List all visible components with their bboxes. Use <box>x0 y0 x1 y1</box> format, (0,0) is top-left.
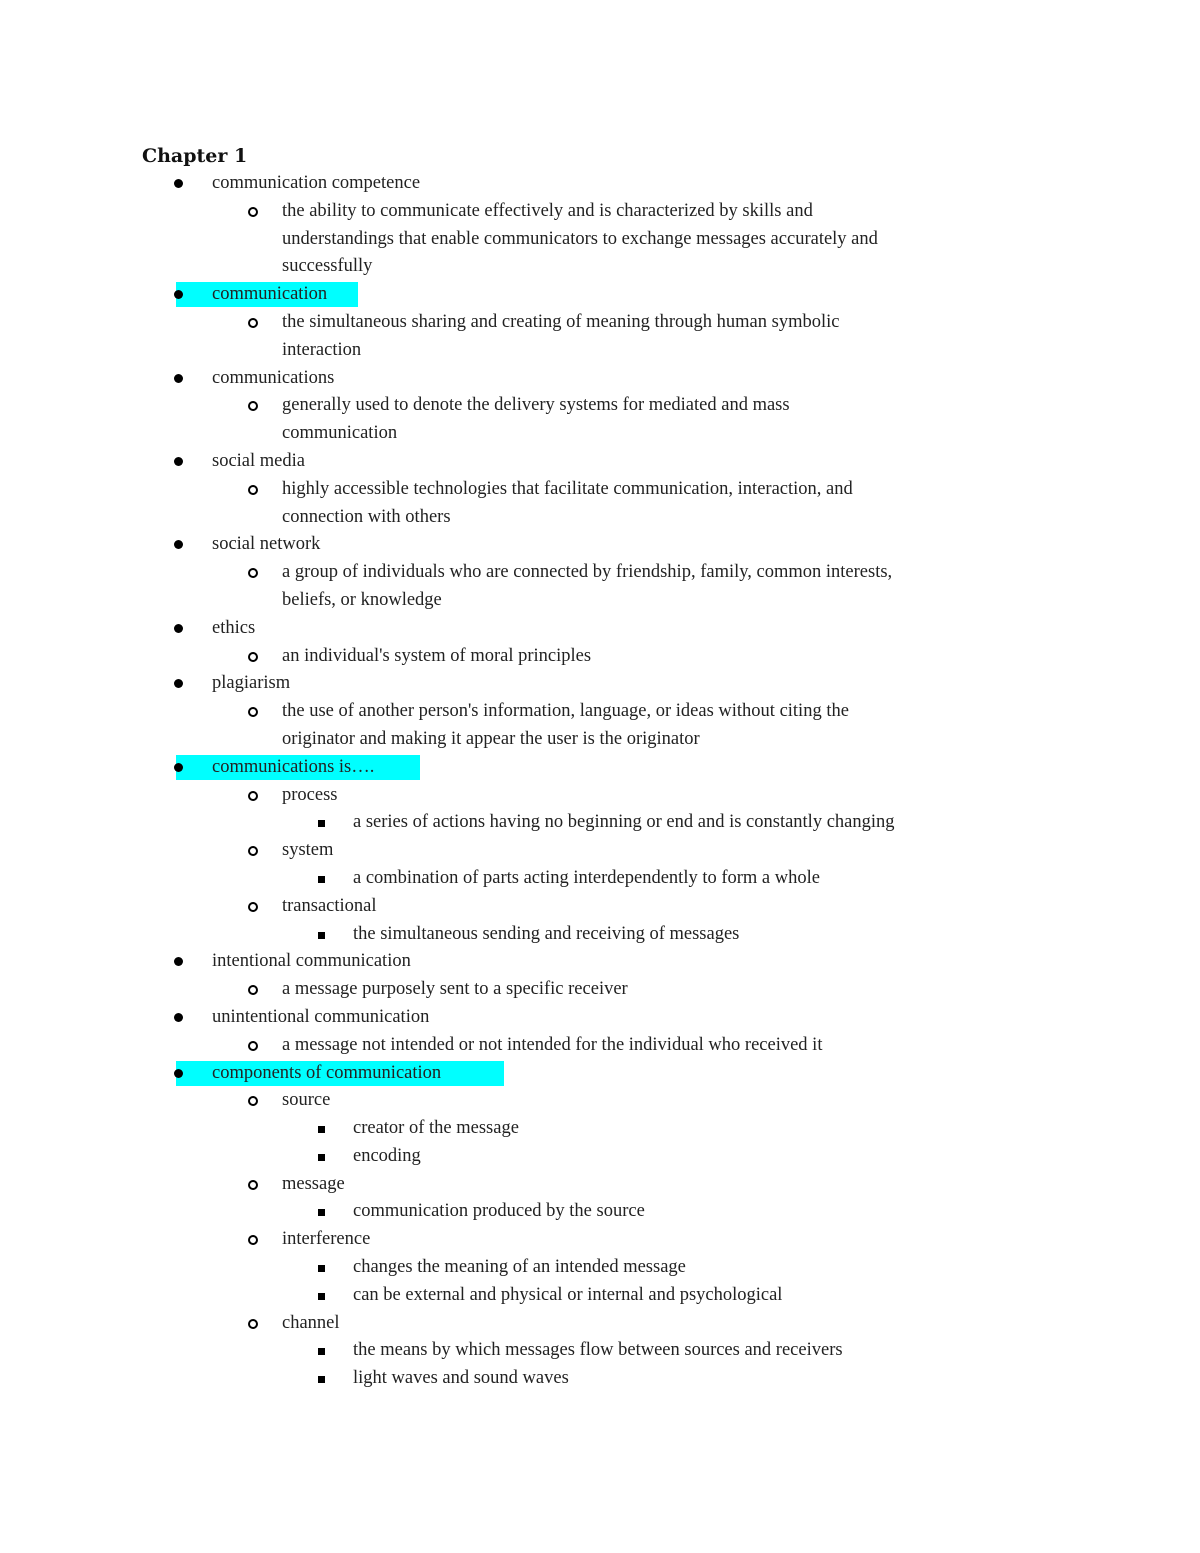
hollow-bullet-icon <box>248 707 258 717</box>
detail-row: changes the meaning of an intended message <box>142 1254 1102 1282</box>
sub-term-row: process <box>142 782 1102 810</box>
detail-row: the means by which messages flow between sources and receivers <box>142 1337 1102 1365</box>
bullet-icon <box>174 679 183 688</box>
bullet-icon <box>174 457 183 466</box>
term-row-highlighted: communications is…. <box>142 754 1102 782</box>
document-page <box>142 142 1102 1393</box>
hollow-bullet-icon <box>248 207 258 217</box>
detail-row: a series of actions having no beginning or end and is constantly changing <box>142 809 1102 837</box>
detail-row: encoding <box>142 1143 1102 1171</box>
hollow-bullet-icon <box>248 1096 258 1106</box>
sub-term-row: system <box>142 837 1102 865</box>
bullet-icon <box>174 179 183 188</box>
term-row: social network <box>142 531 1102 559</box>
definition-row: successfully <box>282 256 373 277</box>
sub-term-row: channel <box>142 1310 1102 1338</box>
definition-row: connection with others <box>282 506 451 527</box>
bullet-icon <box>174 1013 183 1022</box>
bullet-icon <box>174 1069 183 1078</box>
hollow-bullet-icon <box>248 791 258 801</box>
hollow-bullet-icon <box>248 985 258 995</box>
definition-row: originator and making it appear the user is the originator <box>282 728 700 749</box>
bullet-icon <box>174 763 183 772</box>
definition-row: understandings that enable communicators to exchange messages accurately and <box>282 228 878 249</box>
hollow-bullet-icon <box>248 568 258 578</box>
square-bullet-icon <box>318 1154 325 1161</box>
hollow-bullet-icon <box>248 401 258 411</box>
detail-row: the simultaneous sending and receiving of messages <box>142 921 1102 949</box>
chapter-title: Chapter 1 <box>142 145 248 167</box>
square-bullet-icon <box>318 1376 325 1383</box>
detail-row: creator of the message <box>142 1115 1102 1143</box>
term-row: communications <box>142 365 1102 393</box>
detail-row: light waves and sound waves <box>142 1365 1102 1393</box>
term-row: social media <box>142 448 1102 476</box>
square-bullet-icon <box>318 1265 325 1272</box>
term-row-highlighted: communication <box>142 281 1102 309</box>
sub-term-row: source <box>142 1087 1102 1115</box>
square-bullet-icon <box>318 932 325 939</box>
definition-row: a group of individuals who are connected by friendship, family, common interests, <box>142 559 1102 587</box>
detail-row: communication produced by the source <box>142 1198 1102 1226</box>
hollow-bullet-icon <box>248 1041 258 1051</box>
term-row: intentional communication <box>142 948 1102 976</box>
sub-term-row: message <box>142 1171 1102 1199</box>
square-bullet-icon <box>318 1209 325 1216</box>
definition-row: an individual's system of moral principles <box>142 643 1102 671</box>
square-bullet-icon <box>318 1293 325 1300</box>
detail-row: can be external and physical or internal and psychological <box>142 1282 1102 1310</box>
term-row: communication competence <box>142 170 1102 198</box>
term-row-highlighted: components of communication <box>142 1060 1102 1088</box>
square-bullet-icon <box>318 1126 325 1133</box>
definition-row: generally used to denote the delivery systems for mediated and mass <box>142 392 1102 420</box>
hollow-bullet-icon <box>248 902 258 912</box>
square-bullet-icon <box>318 1348 325 1355</box>
definition-row: the use of another person's information, language, or ideas without citing the <box>142 698 1102 726</box>
square-bullet-icon <box>318 876 325 883</box>
definition-row: highly accessible technologies that facilitate communication, interaction, and <box>142 476 1102 504</box>
definition-row: beliefs, or knowledge <box>282 589 442 610</box>
detail-row: a combination of parts acting interdependently to form a whole <box>142 865 1102 893</box>
definition-row: interaction <box>282 339 362 360</box>
bullet-icon <box>174 374 183 383</box>
bullet-icon <box>174 290 183 299</box>
square-bullet-icon <box>318 820 325 827</box>
definition-row: the ability to communicate effectively and is characterized by skills and <box>142 198 1102 226</box>
sub-term-row: transactional <box>142 893 1102 921</box>
term-row: ethics <box>142 615 1102 643</box>
definition-row: a message purposely sent to a specific receiver <box>142 976 1102 1004</box>
definition-row: communication <box>282 423 398 444</box>
term-row: unintentional communication <box>142 1004 1102 1032</box>
sub-term-row: interference <box>142 1226 1102 1254</box>
hollow-bullet-icon <box>248 485 258 495</box>
hollow-bullet-icon <box>248 846 258 856</box>
hollow-bullet-icon <box>248 1319 258 1329</box>
hollow-bullet-icon <box>248 318 258 328</box>
bullet-icon <box>174 540 183 549</box>
bullet-icon <box>174 957 183 966</box>
definition-row: the simultaneous sharing and creating of meaning through human symbolic <box>142 309 1102 337</box>
hollow-bullet-icon <box>248 1180 258 1190</box>
bullet-icon <box>174 624 183 633</box>
hollow-bullet-icon <box>248 652 258 662</box>
hollow-bullet-icon <box>248 1235 258 1245</box>
term-row: plagiarism <box>142 670 1102 698</box>
definition-row: a message not intended or not intended for the individual who received it <box>142 1032 1102 1060</box>
